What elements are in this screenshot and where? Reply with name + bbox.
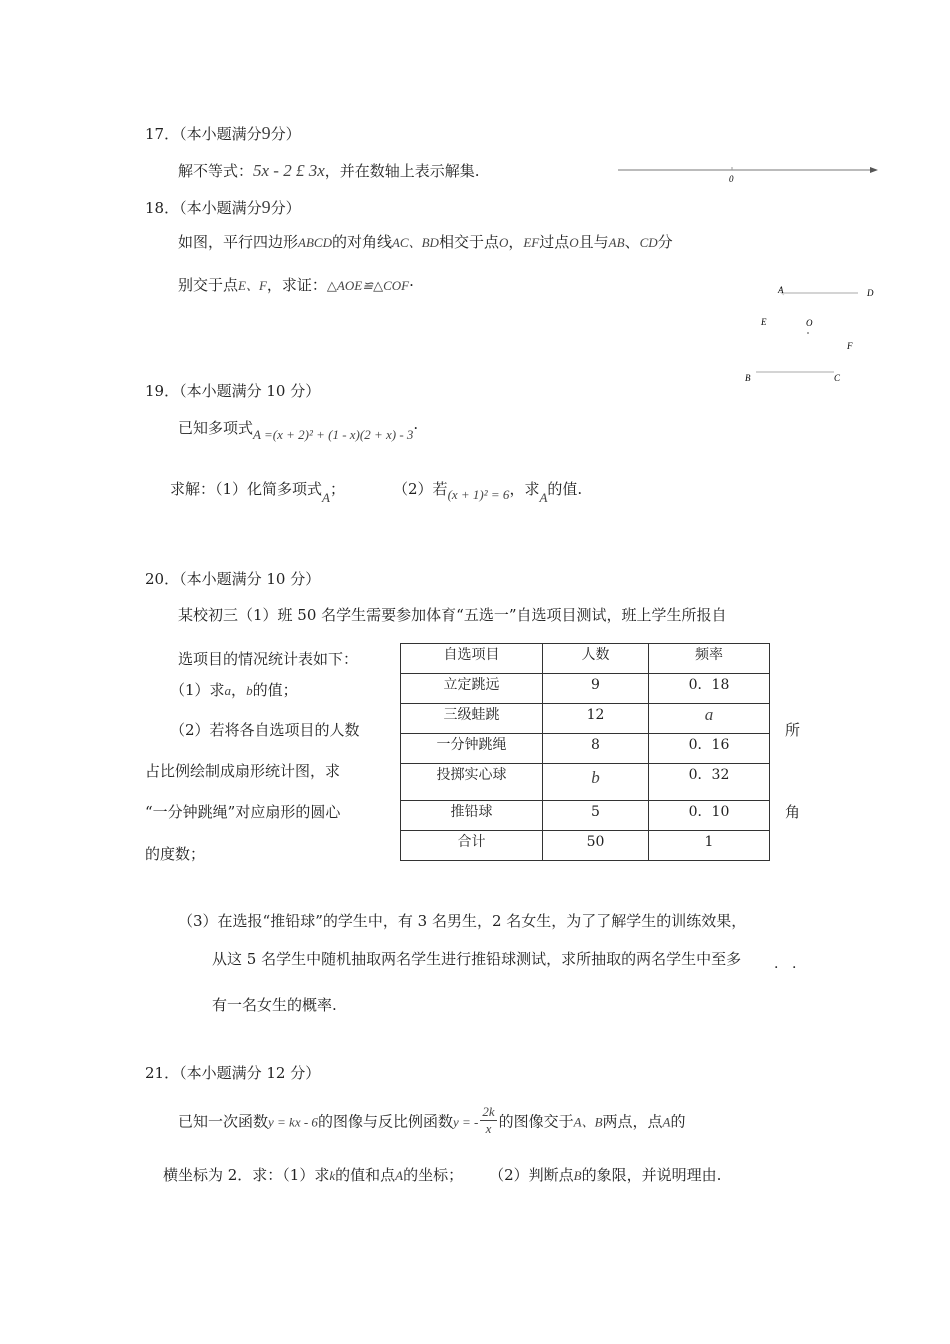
q18-congruence: △AOE≌△COF: [326, 278, 410, 293]
label-c: C: [834, 373, 841, 383]
stats-table: [400, 643, 770, 861]
table-cell: 合计: [401, 831, 543, 861]
q21-header: 21．（本小题满分 12 分）: [145, 1064, 321, 1082]
q17-problem: 解不等式：5x - 2 £ 3x，并在数轴上表示解集.: [178, 161, 480, 180]
label-f: F: [847, 341, 853, 351]
q19-header: 19．（本小题满分 10 分）: [145, 382, 321, 400]
point-o-dot: [807, 332, 809, 334]
number-line-figure: [614, 158, 880, 188]
table-header-cell: 人数: [543, 644, 649, 674]
q18-header: 18．（本小题满分9分）: [145, 197, 301, 217]
q20-intro: 某校初三（1）班 50 名学生需要参加体育“五选一”自选项目测试，班上学生所报自: [178, 606, 727, 624]
table-cell: 1: [649, 831, 770, 861]
q18-line1: 如图，平行四边形ABCD的对角线AC、BD相交于点O，EF过点O且与AB、CD分: [178, 233, 673, 251]
table-cell: 0．10: [649, 801, 770, 831]
table-cell-unknown-b: b: [543, 764, 649, 801]
q19-line1: 已知多项式A =(x + 2)² + (1 - x)(2 + x) - 3·: [178, 419, 419, 442]
q20-part1: （1）求a，b的值；: [170, 681, 298, 699]
q21-linear-function: y = kx - 6: [268, 1114, 318, 1130]
table-row: [401, 801, 770, 831]
q17-header: 17．（本小题满分9分）: [145, 123, 301, 143]
table-cell: 投掷实心球: [401, 764, 543, 801]
q21-fraction: $\frac{2k}{x}$: [482, 1104, 495, 1136]
label-d: D: [867, 288, 874, 298]
table-header-cell: 自选项目: [401, 644, 543, 674]
label-e: E: [761, 317, 767, 327]
table-cell: 推铅球: [401, 801, 543, 831]
table-cell: 8: [543, 734, 649, 764]
table-cell: 0．18: [649, 674, 770, 704]
table-cell: 立定跳远: [401, 674, 543, 704]
q21-line2: 横坐标为 2．求：（1）求k的值和点A的坐标； （2）判断点B的象限，并说明理由.: [163, 1166, 722, 1184]
q19-polynomial: A =(x + 2)² + (1 - x)(2 + x) - 3: [253, 427, 414, 442]
table-cell: 12: [543, 704, 649, 734]
q20-part3-line1: （3）在选报“推铅球”的学生中，有 3 名男生，2 名女生，为了了解学生的训练效果，: [178, 912, 747, 930]
q20-right-fragment-2: 角: [785, 803, 801, 821]
table-row: [401, 734, 770, 764]
table-row: [401, 704, 770, 734]
table-header-cell: 频率: [649, 644, 770, 674]
q20-left-line1: 选项目的情况统计表如下：: [178, 650, 359, 668]
table-cell: 0．32: [649, 764, 770, 801]
number-line-arrow-icon: [870, 167, 878, 173]
table-cell: 0．16: [649, 734, 770, 764]
q20-part2-line4: 的度数；: [145, 845, 206, 863]
q20-part2-line1: （2）若将各自选项目的人数: [170, 721, 360, 739]
table-row: [401, 764, 770, 801]
table-cell: 一分钟跳绳: [401, 734, 543, 764]
q20-part3-line2: 从这 5 名学生中随机抽取两名学生进行推铅球测试，求所抽取的两名学生中至多: [212, 950, 742, 968]
q20-part3-line3: 有一名女生的概率.: [212, 996, 337, 1014]
table-row: [401, 831, 770, 861]
table-cell: 9: [543, 674, 649, 704]
table-cell-unknown-a: a: [649, 704, 770, 734]
q20-header: 20．（本小题满分 10 分）: [145, 570, 321, 588]
q19-line2: 求解：（1）化简多项式A； （2）若(x + 1)² = 6，求A的值.: [170, 480, 583, 505]
label-a: A: [778, 285, 784, 295]
table-header-row: [401, 644, 770, 674]
table-cell: 5: [543, 801, 649, 831]
emphasis-dot: ·: [792, 960, 797, 976]
number-line-origin-label: 0: [729, 174, 734, 184]
parallelogram-figure: [740, 280, 880, 390]
q18-line2: 别交于点E、F，求证：△AOE≌△COF·: [178, 276, 414, 294]
table-cell: 50: [543, 831, 649, 861]
table-row: [401, 674, 770, 704]
q17-inequality: 5x - 2 £ 3x: [253, 161, 325, 180]
q20-part2-line3: “一分钟跳绳”对应扇形的圆心: [145, 803, 341, 821]
table-cell: 三级蛙跳: [401, 704, 543, 734]
label-o: O: [806, 318, 813, 328]
q21-line1: 已知一次函数y = kx - 6的图像与反比例函数y = - $\frac{2k}{x}$ 的图像交于A、B两点，点A的: [178, 1104, 686, 1136]
label-b: B: [745, 373, 751, 383]
q20-right-fragment-1: 所: [785, 721, 801, 739]
emphasis-dot: ·: [774, 960, 779, 976]
q20-part2-line2: 占比例绘制成扇形统计图，求: [145, 762, 341, 780]
